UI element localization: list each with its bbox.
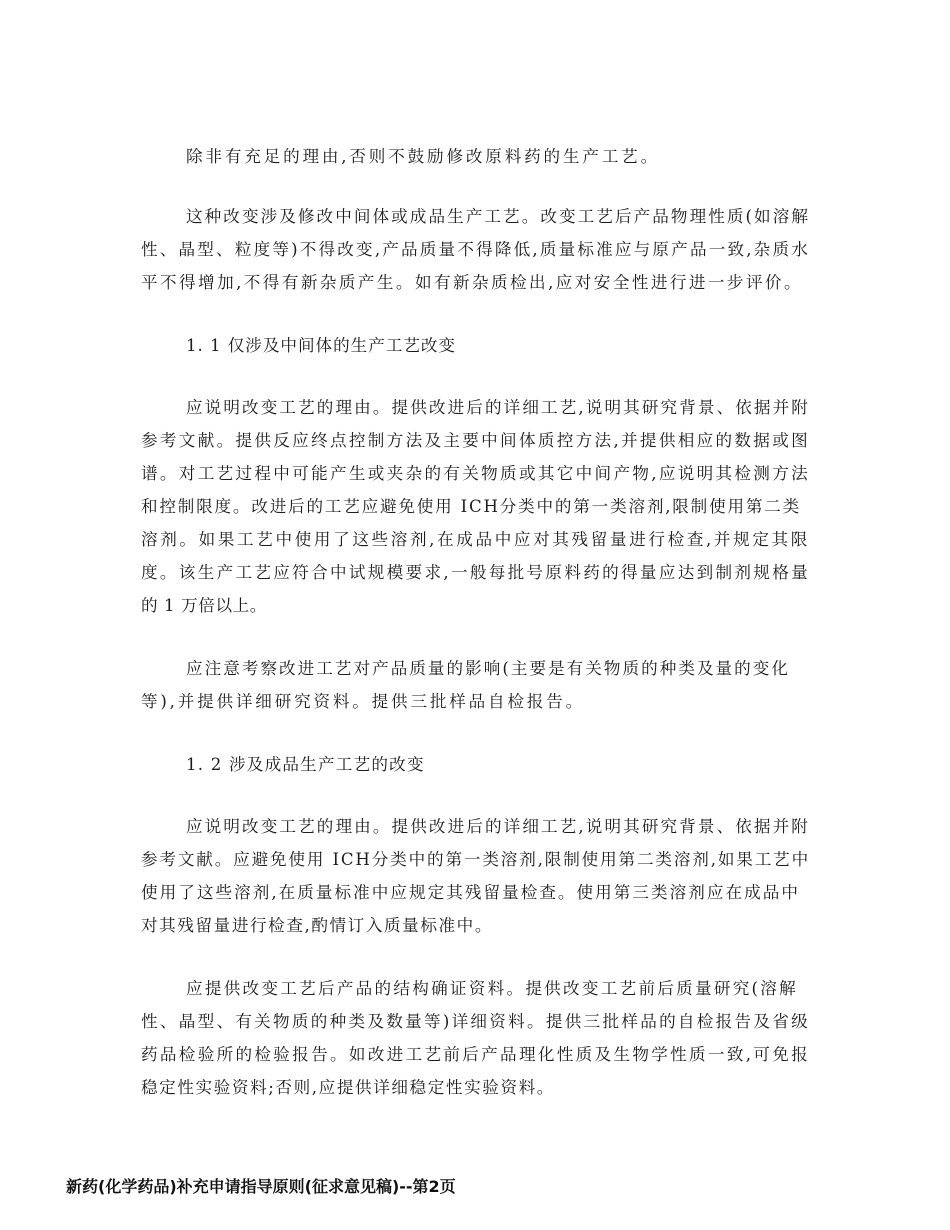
paragraph-3-line-4: 和控制限度。改进后的工艺应避免使用 ICH分类中的第一类溶剂,限制使用第二类 xyxy=(141,497,801,516)
section-heading-1-1: 1. 1 仅涉及中间体的生产工艺改变 xyxy=(186,336,456,355)
paragraph-5-line-2: 参考文献。应避免使用 ICH分类中的第一类溶剂,限制使用第二类溶剂,如果工艺中 xyxy=(141,850,811,869)
paragraph-2-line-3: 平不得增加,不得有新杂质产生。如有新杂质检出,应对安全性进行进一步评价。 xyxy=(141,273,803,292)
paragraph-6-line-1: 应提供改变工艺后产品的结构确证资料。提供改变工艺前后质量研究(溶解 xyxy=(186,979,798,998)
paragraph-3-line-7: 的 1 万倍以上。 xyxy=(141,596,267,615)
paragraph-5-line-1: 应说明改变工艺的理由。提供改进后的详细工艺,说明其研究背景、依据并附 xyxy=(186,817,810,836)
paragraph-5-line-4: 对其残留量进行检查,酌情订入质量标准中。 xyxy=(141,916,493,935)
paragraph-3-line-6: 度。该生产工艺应符合中试规模要求,一般每批号原料药的得量应达到制剂规格量 xyxy=(141,563,810,582)
paragraph-6-line-3: 药品检验所的检验报告。如改进工艺前后产品理化性质及生物学性质一致,可免报 xyxy=(141,1045,810,1064)
paragraph-2-line-2: 性、晶型、粒度等)不得改变,产品质量不得降低,质量标准应与原产品一致,杂质水 xyxy=(141,240,810,259)
section-heading-1-2: 1. 2 涉及成品生产工艺的改变 xyxy=(186,755,425,774)
paragraph-3-line-5: 溶剂。如果工艺中使用了这些溶剂,在成品中应对其残留量进行检查,并规定其限 xyxy=(141,530,810,549)
paragraph-3-line-1: 应说明改变工艺的理由。提供改进后的详细工艺,说明其研究背景、依据并附 xyxy=(186,398,810,417)
paragraph-6-line-2: 性、晶型、有关物质的种类及数量等)详细资料。提供三批样品的自检报告及省级 xyxy=(141,1012,810,1031)
paragraph-5-line-3: 使用了这些溶剂,在质量标准中应规定其残留量检查。使用第三类溶剂应在成品中 xyxy=(141,883,800,902)
paragraph-6-line-4: 稳定性实验资料;否则,应提供详细稳定性实验资料。 xyxy=(141,1078,555,1097)
paragraph-3-line-3: 谱。对工艺过程中可能产生或夹杂的有关物质或其它中间产物,应说明其检测方法 xyxy=(141,464,810,483)
paragraph-4-line-1: 应注意考察改进工艺对产品质量的影响(主要是有关物质的种类及量的变化 xyxy=(186,659,790,678)
paragraph-2-line-1: 这种改变涉及修改中间体或成品生产工艺。改变工艺后产品物理性质(如溶解 xyxy=(186,207,811,226)
paragraph-1-line-1: 除非有充足的理由,否则不鼓励修改原料药的生产工艺。 xyxy=(186,147,660,166)
paragraph-4-line-2: 等),并提供详细研究资料。提供三批样品自检报告。 xyxy=(141,692,585,711)
page-footer: 新药(化学药品)补充申请指导原则(征求意见稿)--第2页 xyxy=(66,1177,456,1196)
paragraph-3-line-2: 参考文献。提供反应终点控制方法及主要中间体质控方法,并提供相应的数据或图 xyxy=(141,431,810,450)
